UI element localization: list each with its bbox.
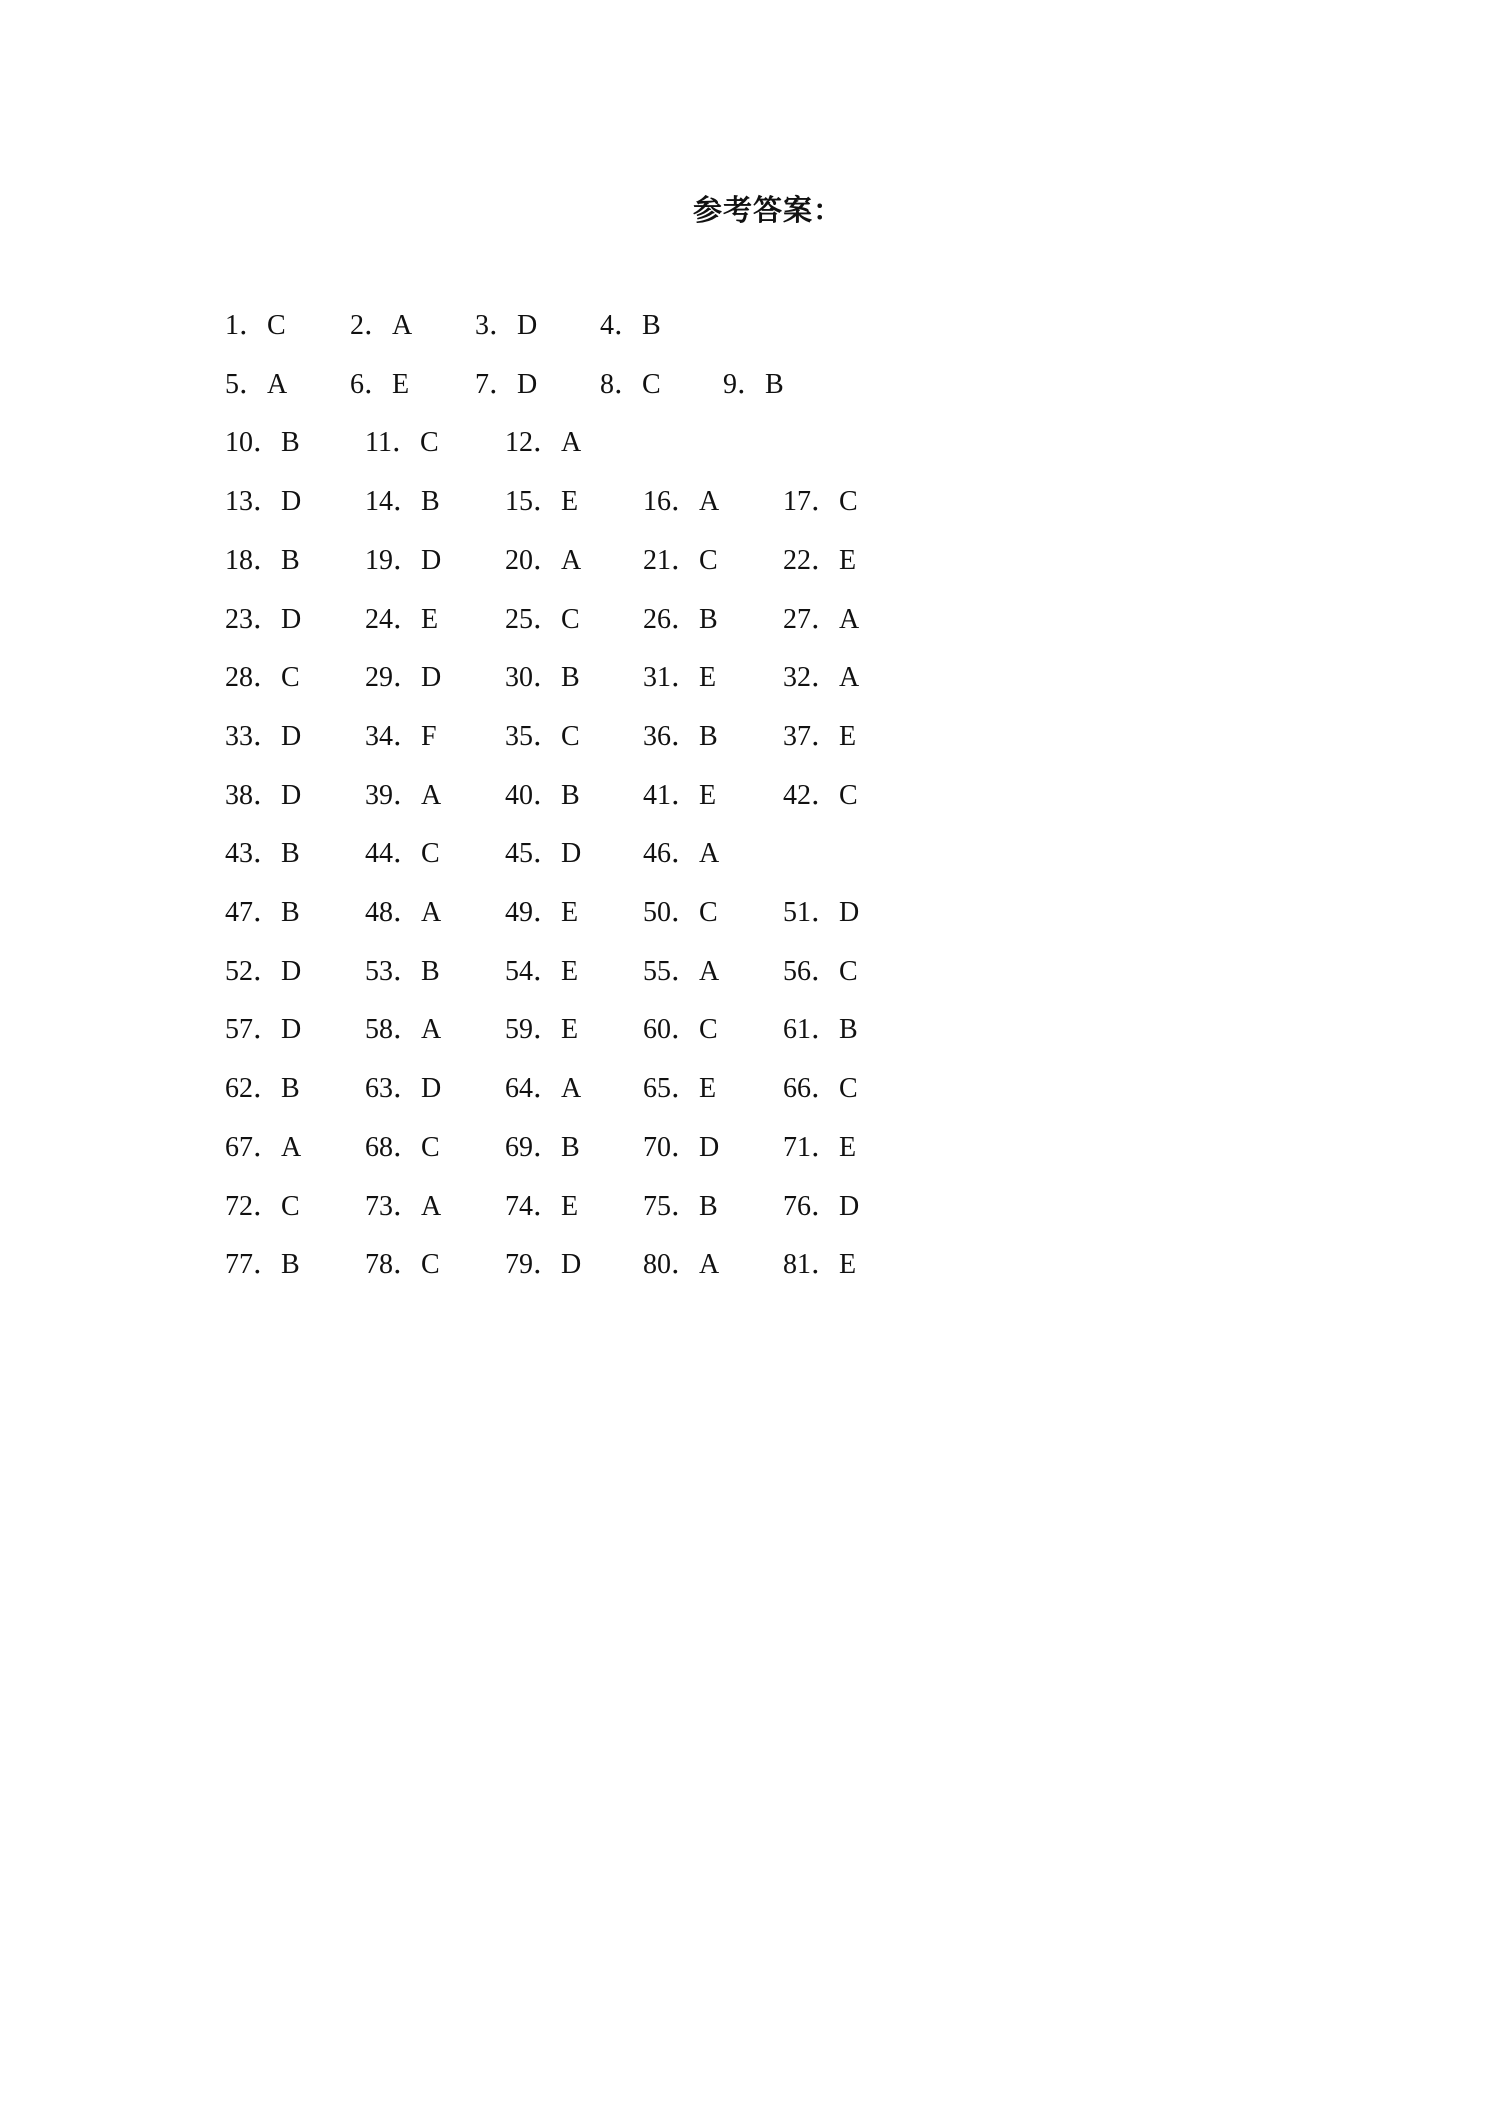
answer-item: 38．D (225, 780, 302, 811)
answer-item: 68．C (365, 1132, 440, 1163)
answer-item: 25．C (505, 604, 580, 635)
answer-item: 74．E (505, 1191, 579, 1222)
answer-item: 8．C (600, 369, 661, 400)
answer-item: 66．C (783, 1073, 858, 1104)
answer-item: 44．C (365, 838, 440, 869)
answer-item: 31．E (643, 662, 717, 693)
answer-item: 65．E (643, 1073, 717, 1104)
answer-item: 76．D (783, 1191, 860, 1222)
answer-item: 70．D (643, 1132, 720, 1163)
answer-item: 42．C (783, 780, 858, 811)
answer-item: 28．C (225, 662, 300, 693)
answer-item: 36．B (643, 721, 718, 752)
answer-item: 50．C (643, 897, 718, 928)
answer-item: 12．A (505, 427, 582, 458)
answer-item: 15．E (505, 486, 579, 517)
answer-item: 58．A (365, 1014, 442, 1045)
answer-item: 10．B (225, 427, 300, 458)
answer-item: 32．A (783, 662, 860, 693)
answer-item: 78．C (365, 1249, 440, 1280)
answer-item: 29．D (365, 662, 442, 693)
answer-item: 57．D (225, 1014, 302, 1045)
answer-item: 81．E (783, 1249, 857, 1280)
answer-item: 71．E (783, 1132, 857, 1163)
answer-item: 63．D (365, 1073, 442, 1104)
answer-item: 67．A (225, 1132, 302, 1163)
answer-item: 75．B (643, 1191, 718, 1222)
answer-item: 48．A (365, 897, 442, 928)
answer-item: 4．B (600, 310, 661, 341)
answer-item: 37．E (783, 721, 857, 752)
answer-item: 2．A (350, 310, 413, 341)
answer-item: 21．C (643, 545, 718, 576)
answer-item: 60．C (643, 1014, 718, 1045)
answer-item: 62．B (225, 1073, 300, 1104)
answer-item: 24．E (365, 604, 439, 635)
answer-item: 26．B (643, 604, 718, 635)
answer-item: 35．C (505, 721, 580, 752)
answer-item: 52．D (225, 956, 302, 987)
answer-item: 59．E (505, 1014, 579, 1045)
answer-item: 27．A (783, 604, 860, 635)
answer-item: 73．A (365, 1191, 442, 1222)
answer-item: 56．C (783, 956, 858, 987)
answer-item: 51．D (783, 897, 860, 928)
answer-item: 41．E (643, 780, 717, 811)
answer-item: 11．C (365, 427, 439, 458)
answer-item: 54．E (505, 956, 579, 987)
answer-item: 9．B (723, 369, 784, 400)
answer-item: 43．B (225, 838, 300, 869)
answer-item: 13．D (225, 486, 302, 517)
answer-item: 7．D (475, 369, 538, 400)
answer-item: 3．D (475, 310, 538, 341)
answer-item: 64．A (505, 1073, 582, 1104)
answer-item: 17．C (783, 486, 858, 517)
answer-item: 5．A (225, 369, 288, 400)
answer-item: 79．D (505, 1249, 582, 1280)
answer-item: 1．C (225, 310, 286, 341)
answer-item: 33．D (225, 721, 302, 752)
answer-item: 18．B (225, 545, 300, 576)
answer-item: 14．B (365, 486, 440, 517)
answer-item: 69．B (505, 1132, 580, 1163)
answer-item: 20．A (505, 545, 582, 576)
page-title: 参考答案： (692, 193, 843, 227)
answer-item: 16．A (643, 486, 720, 517)
answer-item: 77．B (225, 1249, 300, 1280)
answer-item: 49．E (505, 897, 579, 928)
answer-item: 45．D (505, 838, 582, 869)
answer-item: 55．A (643, 956, 720, 987)
answer-item: 46．A (643, 838, 720, 869)
answer-item: 23．D (225, 604, 302, 635)
answer-item: 80．A (643, 1249, 720, 1280)
answer-item: 39．A (365, 780, 442, 811)
answer-item: 47．B (225, 897, 300, 928)
answer-item: 40．B (505, 780, 580, 811)
answer-item: 19．D (365, 545, 442, 576)
answer-item: 61．B (783, 1014, 858, 1045)
answer-item: 72．C (225, 1191, 300, 1222)
answer-item: 6．E (350, 369, 410, 400)
answer-item: 34．F (365, 721, 437, 752)
answer-item: 53．B (365, 956, 440, 987)
answer-item: 30．B (505, 662, 580, 693)
answer-item: 22．E (783, 545, 857, 576)
